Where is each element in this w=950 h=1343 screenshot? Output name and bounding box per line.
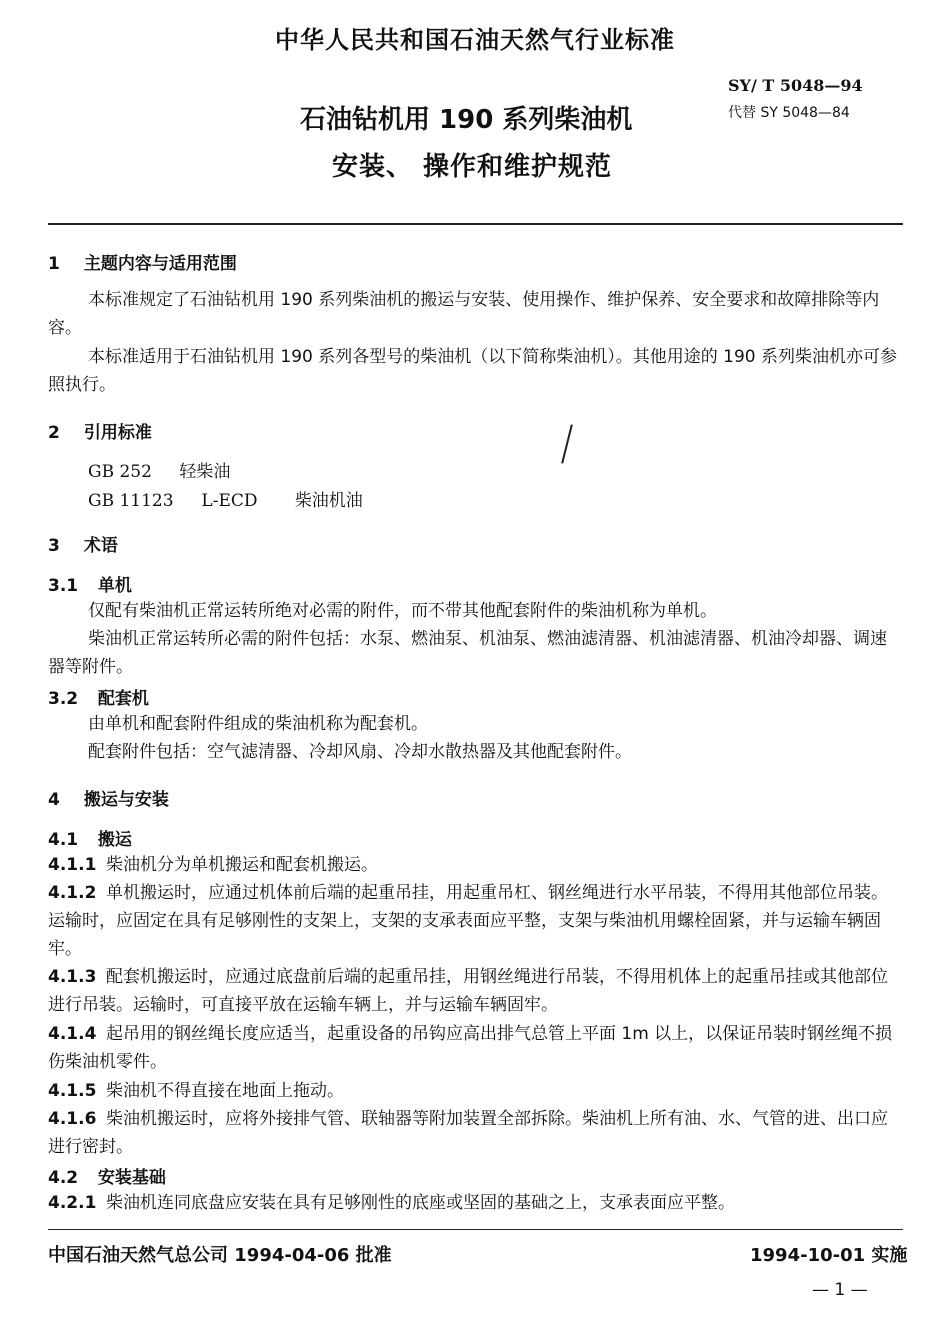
section-1-paragraph-1: 本标准规定了石油钻机用 190 系列柴油机的搬运与安装、使用操作、维护保养、安全要求和故障排除等内容。 <box>48 290 880 338</box>
footer-divider <box>48 1229 903 1230</box>
implementation-date: 1994-10-01 实施 <box>750 1245 908 1266</box>
section-3-heading <box>48 531 118 556</box>
subsection-number: 3.2 <box>48 689 79 709</box>
clause-text: 起吊用的钢丝绳长度应适当，起重设备的吊钩应高出排气总管上平面 1m 以上，以保证吊装时钢丝绳不损伤柴油机零件。 <box>48 1024 893 1072</box>
section-title: 术语 <box>83 536 118 556</box>
document-title-line2: 安装、 操作和维护规范 <box>332 152 613 182</box>
section-number: 4 <box>48 790 60 810</box>
header-divider <box>48 223 903 225</box>
clause-number: 4.1.6 <box>48 1109 97 1129</box>
handwritten-mark <box>561 424 573 463</box>
clause-text: 柴油机连同底盘应安装在具有足够刚性的底座或坚固的基础之上，支承表面应平整。 <box>106 1193 735 1213</box>
clause-text: 柴油机搬运时，应将外接排气管、联轴器等附加装置全部拆除。柴油机上所有油、水、气管的进、出口应进行密封。 <box>48 1109 888 1157</box>
industry-standard-header: 中华人民共和国石油天然气行业标准 <box>275 26 675 54</box>
section-number: 3 <box>48 536 60 556</box>
subsection-4-1-heading <box>48 825 132 850</box>
subsection-number: 3.1 <box>48 576 79 596</box>
section-title: 搬运与安装 <box>83 790 169 810</box>
subsection-3-2-paragraph-1: 由单机和配套附件组成的柴油机称为配套机。 <box>88 714 428 734</box>
document-title-line1: 石油钻机用 190 系列柴油机 <box>300 105 633 135</box>
clause-number: 4.1.3 <box>48 967 97 987</box>
subsection-3-1-heading <box>48 571 132 596</box>
clause-item <box>48 879 900 963</box>
section-2-heading <box>48 418 152 443</box>
replaces-code: 代替 SY 5048—84 <box>728 105 850 121</box>
clause-item <box>48 1020 900 1076</box>
clause-number: 4.2.1 <box>48 1193 97 1213</box>
standard-code: SY/ T 5048—94 <box>728 76 863 95</box>
clause-text: 柴油机分为单机搬运和配套机搬运。 <box>106 855 378 875</box>
section-title: 主题内容与适用范围 <box>83 254 237 274</box>
reference-code: GB 11123 <box>88 491 174 511</box>
reference-extra: L-ECD <box>201 491 258 511</box>
subsection-3-2-paragraph-2: 配套附件包括：空气滤清器、冷却风扇、冷却水散热器及其他配套附件。 <box>88 742 632 762</box>
subsection-3-1-paragraph-1: 仅配有柴油机正常运转所绝对必需的附件，而不带其他配套附件的柴油机称为单机。 <box>88 601 717 621</box>
clause-item <box>48 1189 900 1217</box>
section-1-paragraph-2: 本标准适用于石油钻机用 190 系列各型号的柴油机（以下简称柴油机）。其他用途的 190 系列柴油机亦可参照执行。 <box>48 347 898 395</box>
clause-number: 4.1.5 <box>48 1081 97 1101</box>
clause-number: 4.1.4 <box>48 1024 97 1044</box>
subsection-3-1-paragraph-2: 柴油机正常运转所必需的附件包括：水泵、燃油泵、机油泵、燃油滤清器、机油滤清器、机油冷却器、调速器等附件。 <box>48 629 887 677</box>
clause-item <box>48 1077 900 1105</box>
subsection-number: 4.1 <box>48 830 79 850</box>
clause-item <box>48 963 900 1019</box>
subsection-number: 4.2 <box>48 1168 79 1188</box>
subsection-title: 搬运 <box>97 830 132 850</box>
section-title: 引用标准 <box>83 423 152 443</box>
reference-name: 柴油机油 <box>294 491 363 511</box>
clause-item <box>48 851 900 879</box>
section-number: 2 <box>48 423 60 443</box>
reference-item <box>88 486 363 511</box>
reference-code: GB 252 <box>88 462 152 482</box>
section-4-heading <box>48 785 169 810</box>
section-1-heading <box>48 249 237 274</box>
reference-name: 轻柴油 <box>179 462 231 482</box>
subsection-3-2-heading <box>48 684 149 709</box>
clause-text: 柴油机不得直接在地面上拖动。 <box>106 1081 344 1101</box>
subsection-4-2-heading <box>48 1163 166 1188</box>
subsection-title: 安装基础 <box>97 1168 166 1188</box>
subsection-title: 单机 <box>97 576 132 596</box>
clause-text: 单机搬运时，应通过机体前后端的起重吊挂，用起重吊杠、钢丝绳进行水平吊装，不得用其他部位吊装。运输时，应固定在具有足够刚性的支架上，支架的支承表面应平整，支架与柴油机用螺栓固紧，并与运输车辆固牢。 <box>48 883 888 959</box>
clause-number: 4.1.2 <box>48 883 97 903</box>
clause-text: 配套机搬运时，应通过底盘前后端的起重吊挂，用钢丝绳进行吊装，不得用机体上的起重吊挂或其他部位进行吊装。运输时，可直接平放在运输车辆上，并与运输车辆固牢。 <box>48 967 888 1015</box>
page-number: — 1 — <box>812 1280 868 1300</box>
subsection-title: 配套机 <box>97 689 149 709</box>
approval-statement: 中国石油天然气总公司 1994-04-06 批准 <box>48 1245 392 1266</box>
clause-item <box>48 1105 900 1161</box>
section-number: 1 <box>48 254 60 274</box>
clause-number: 4.1.1 <box>48 855 97 875</box>
reference-item <box>88 457 230 482</box>
